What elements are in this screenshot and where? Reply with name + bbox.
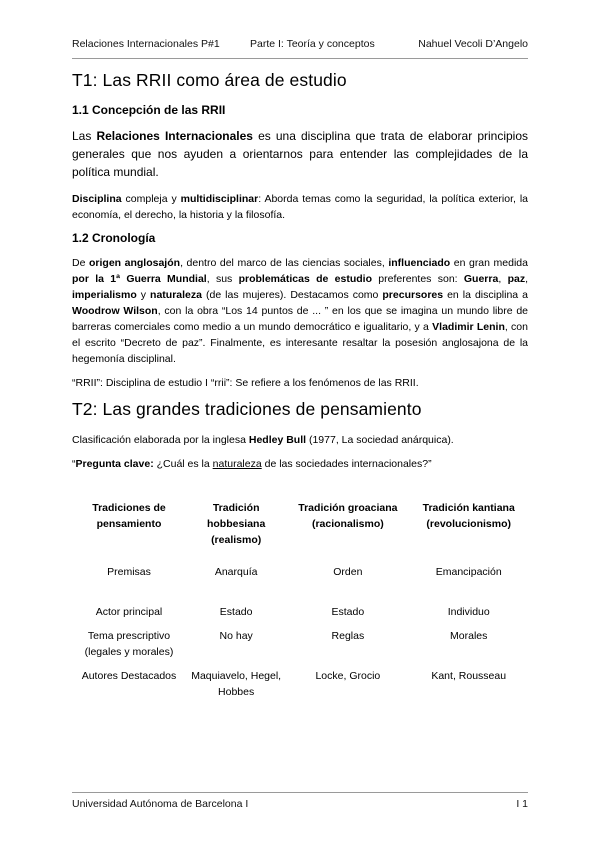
table-cell: Estado	[331, 606, 365, 618]
table-cell: Autores Destacados	[81, 670, 177, 682]
t2-paragraph-2: “Pregunta clave: ¿Cuál es la naturaleza de las sociedades internacionales?”	[72, 458, 432, 470]
table-cell: Tema prescriptivo (legales y morales)	[84, 630, 174, 658]
s1-paragraph-1: Las Relaciones Internacionales es una disciplina que trata de elaborar principios generales que nos ayuden a orientarnos para entender las complejidades de la política mundial.	[72, 129, 529, 179]
header-part: Parte I: Teoría y conceptos	[250, 38, 375, 50]
table-header-cell: Tradición groaciana (racionalismo)	[298, 502, 398, 530]
table-cell: Anarquía	[214, 566, 258, 578]
table-cell: No hay	[219, 630, 253, 642]
t2-title: T2: Las grandes tradiciones de pensamiento	[72, 399, 422, 419]
table-header-cell: Tradición hobbesiana (realismo)	[206, 502, 266, 546]
s1-paragraph-2: Disciplina compleja y multidisciplinar: Aborda temas como la seguridad, la política exterior, la economía, el derecho, la historia y la filosofía.	[72, 193, 529, 221]
footer-university: Universidad Autónoma de Barcelona I	[72, 798, 249, 810]
table-cell: Maquiavelo, Hegel, Hobbes	[191, 670, 282, 698]
header-author: Nahuel Vecoli D’Angelo	[418, 38, 528, 50]
table-header-cell: Tradiciones de pensamiento	[92, 502, 166, 530]
footer-divider	[72, 792, 528, 793]
header-divider	[72, 58, 528, 59]
table-row	[72, 628, 528, 668]
header-course: Relaciones Internacionales P#1	[72, 38, 220, 50]
table-cell: Orden	[333, 566, 363, 578]
t1-title: T1: Las RRII como área de estudio	[72, 70, 347, 90]
s2-paragraph-1: De origen anglosajón, dentro del marco de las ciencias sociales, influenciado en gran medida por la 1ª Guerra Mundial, sus problemáticas de estudio preferentes son: Guerra, paz, imperialismo y naturaleza (de las mujeres). Destacamos como precursores en la disciplina a Woodrow Wilson, con la obra “Los 14 puntos de ... ” en los que se imagina un mundo libre de barreras comerciales como medio a un mundo democrático e igualitario, y a Vladimir Lenin, con el escrito “Decreto de paz”. Finalmente, es interesante resaltar la posesión anglosajona de la hegemonía disciplinal.	[72, 257, 529, 365]
table-cell: Actor principal	[95, 606, 163, 618]
t2-paragraph-1: Clasificación elaborada por la inglesa Hedley Bull (1977, La sociedad anárquica).	[72, 434, 454, 446]
table-row	[72, 604, 528, 628]
table-row	[72, 668, 528, 708]
page-number: I 1	[516, 798, 528, 810]
traditions-table	[72, 500, 528, 708]
table-cell: Emancipación	[435, 566, 502, 578]
s1-title: 1.1 Concepción de las RRII	[72, 103, 226, 117]
main-content	[72, 70, 528, 480]
table-cell: Premisas	[107, 566, 151, 578]
table-cell: Estado	[219, 606, 253, 618]
s2-paragraph-2: “RRII”: Disciplina de estudio I “rrii”: Se refiere a los fenómenos de las RRII.	[72, 377, 419, 389]
table-cell: Individuo	[447, 606, 490, 618]
table-cell: Reglas	[331, 630, 365, 642]
s2-title: 1.2 Cronología	[72, 231, 156, 245]
table-row	[72, 564, 528, 604]
table-cell: Locke, Grocio	[315, 670, 381, 682]
table-cell: Morales	[450, 630, 488, 642]
table-header-cell: Tradición kantiana (revolucionismo)	[422, 502, 515, 530]
table-cell: Kant, Rousseau	[431, 670, 507, 682]
table-header-row	[72, 500, 528, 564]
